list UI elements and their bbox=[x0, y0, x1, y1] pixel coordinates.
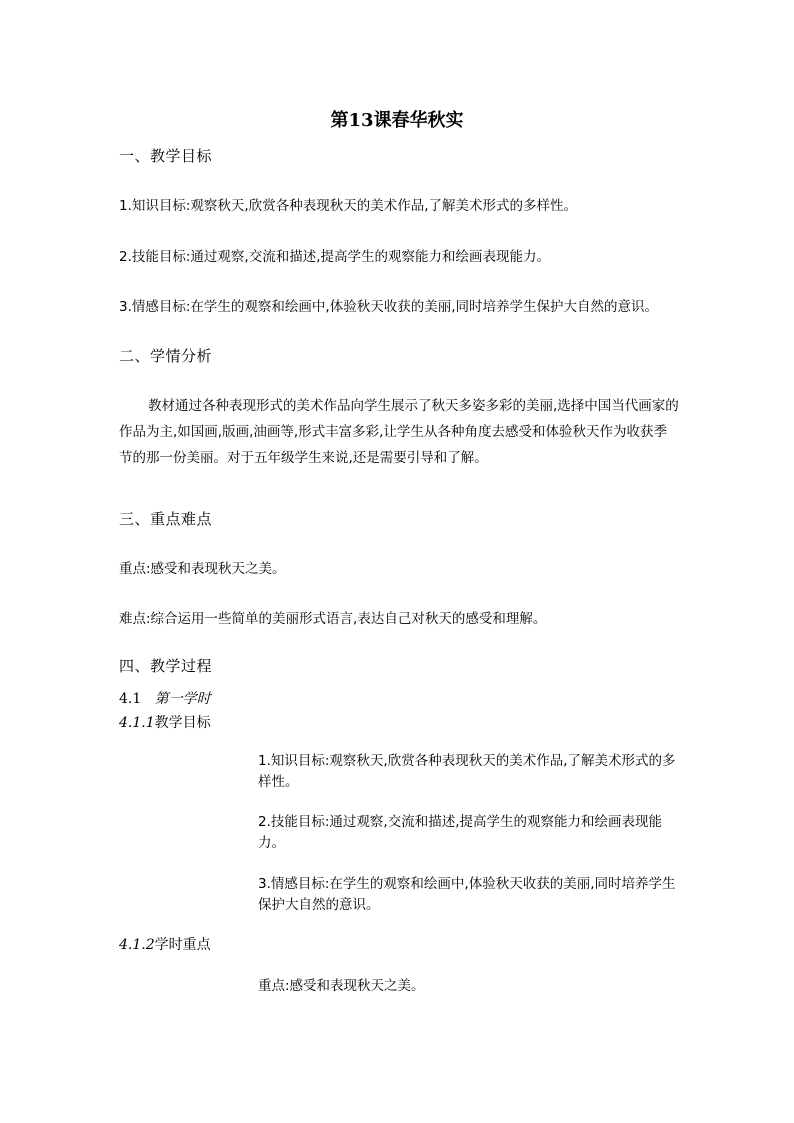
lesson-goal-emotion: 3.情感目标:在学生的观察和绘画中,体验秋天收获的美丽,同时培养学生保护大自然的意识。 bbox=[258, 876, 676, 913]
subsection-label: 教学目标 bbox=[154, 715, 211, 731]
section-heading-goals: 一、教学目标 bbox=[119, 147, 213, 165]
goal-skill: 2.技能目标:通过观察,交流和描述,提高学生的观察能力和绘画表现能力。 bbox=[119, 249, 551, 265]
lesson-goal-knowledge: 1.知识目标:观察秋天,欣赏各种表现秋天的美术作品,了解美术形式的多样性。 bbox=[258, 753, 676, 790]
key-point: 重点:感受和表现秋天之美。 bbox=[119, 561, 286, 577]
document-title: 第13课春华秋实 bbox=[330, 110, 464, 131]
subsection-number: 4.1 bbox=[119, 691, 142, 707]
section-heading-analysis: 二、学情分析 bbox=[119, 347, 213, 365]
subsection-number: 4.1.1 bbox=[119, 715, 155, 731]
subsection-label: 第一学时 bbox=[154, 691, 211, 707]
goal-knowledge: 1.知识目标:观察秋天,欣赏各种表现秋天的美术作品,了解美术形式的多样性。 bbox=[119, 198, 578, 214]
subsection-label: 学时重点 bbox=[154, 937, 211, 953]
subsection-4-1 bbox=[119, 688, 211, 708]
subsection-4-1-2 bbox=[119, 934, 211, 954]
analysis-paragraph: 教材通过各种表现形式的美术作品向学生展示了秋天多姿多彩的美丽,选择中国当代画家的作品为主,如国画,版画,油画等,形式丰富多彩,让学生从各种角度去感受和体验秋天作为收获季节的那一份美丽。对于五年级学生来说,还是需要引导和了解。 bbox=[119, 398, 679, 466]
subsection-4-1-1 bbox=[119, 712, 211, 732]
subsection-number: 4.1.2 bbox=[119, 937, 155, 953]
goal-emotion: 3.情感目标:在学生的观察和绘画中,体验秋天收获的美丽,同时培养学生保护大自然的意识。 bbox=[119, 299, 659, 315]
lesson-goal-skill: 2.技能目标:通过观察,交流和描述,提高学生的观察能力和绘画表现能力。 bbox=[258, 814, 663, 851]
lesson-key-point: 重点:感受和表现秋天之美。 bbox=[258, 978, 425, 994]
difficult-point: 难点:综合运用一些简单的美丽形式语言,表达自己对秋天的感受和理解。 bbox=[119, 611, 547, 627]
section-heading-process: 四、教学过程 bbox=[119, 657, 213, 675]
section-heading-key-points: 三、重点难点 bbox=[119, 510, 213, 528]
